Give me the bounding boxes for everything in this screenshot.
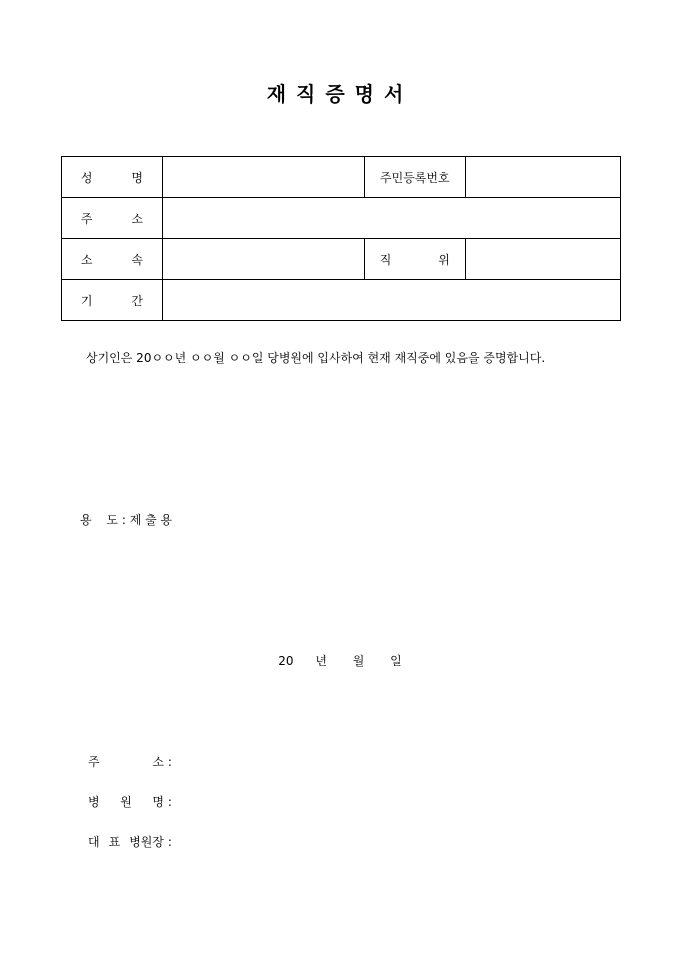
name-value-cell: [162, 157, 364, 198]
affiliation-label-cell: [62, 239, 163, 280]
info-table: [61, 156, 621, 321]
resident-number-label: 주민등록번호: [380, 170, 450, 185]
purpose-label: 용 도: [80, 513, 118, 527]
name-label-cell: [62, 157, 163, 198]
resident-number-label-cell: [364, 157, 465, 198]
position-label-cell: [364, 239, 465, 280]
period-label: 기 간: [80, 293, 143, 308]
signature-address-label: 주 소: [88, 755, 164, 769]
table-row: [62, 198, 621, 239]
issue-date: [0, 652, 680, 669]
date-day-unit: 일: [390, 654, 402, 668]
name-label: 성 명: [80, 170, 143, 185]
position-label: 직 위: [379, 252, 450, 267]
date-month-unit: 월: [352, 654, 365, 668]
period-value-cell: [162, 280, 620, 321]
signature-hospital-colon: :: [167, 795, 172, 809]
signature-address-colon: :: [167, 755, 172, 769]
signature-director-line: [88, 833, 172, 850]
purpose-value: 제 출 용: [129, 513, 173, 527]
table-row: [62, 280, 621, 321]
signature-director-label: 대 표 병원장: [88, 835, 164, 849]
affiliation-label: 소 속: [80, 252, 143, 267]
table-row: [62, 239, 621, 280]
position-value-cell: [465, 239, 620, 280]
period-label-cell: [62, 280, 163, 321]
employment-statement: 상기인은 20ㅇㅇ년 ㅇㅇ월 ㅇㅇ일 당병원에 입사하여 현재 재직중에 있음을 증명합니다.: [86, 351, 546, 365]
address-label-cell: [62, 198, 163, 239]
date-year-prefix: 20: [278, 654, 294, 668]
address-value-cell: [162, 198, 620, 239]
table-row: [62, 157, 621, 198]
resident-number-value-cell: [465, 157, 620, 198]
signature-hospital-label: 병 원 명: [88, 795, 164, 809]
affiliation-value-cell: [162, 239, 364, 280]
address-label: 주 소: [80, 211, 143, 226]
document-title: 재직증명서: [266, 82, 414, 106]
signature-address-line: [88, 753, 172, 770]
purpose-line: [80, 511, 172, 528]
signature-director-colon: :: [167, 835, 172, 849]
purpose-colon: :: [121, 513, 126, 527]
signature-hospital-line: [88, 793, 172, 810]
date-year-unit: 년: [315, 654, 327, 668]
